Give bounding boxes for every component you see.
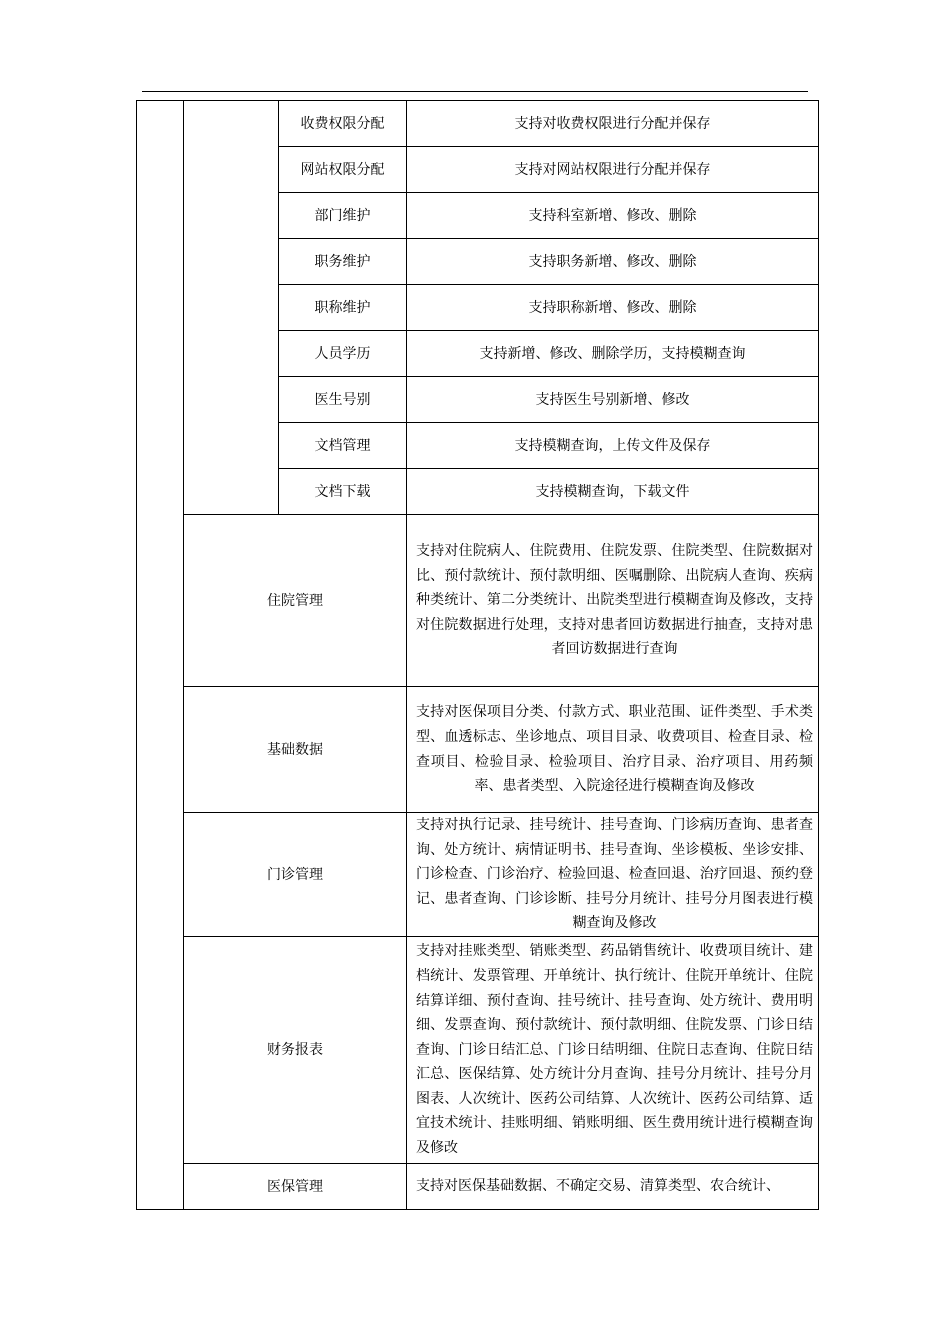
sub-function-name: 网站权限分配	[279, 147, 407, 193]
blank-cell-level2	[184, 101, 279, 515]
sub-function-name: 收费权限分配	[279, 101, 407, 147]
function-spec-table	[136, 100, 819, 1210]
sub-function-name: 部门维护	[279, 193, 407, 239]
table-row	[137, 687, 819, 813]
header-rule	[142, 91, 808, 92]
module-desc: 支持对执行记录、挂号统计、挂号查询、门诊病历查询、患者查询、处方统计、病情证明书、挂号查询、坐诊模板、坐诊安排、门诊检查、门诊治疗、检验回退、检查回退、治疗回退、预约登记、患者查询、门诊诊断、挂号分月统计、挂号分月图表进行模糊查询及修改	[407, 813, 819, 937]
table-row	[137, 101, 819, 147]
sub-function-name: 职务维护	[279, 239, 407, 285]
sub-function-desc: 支持新增、修改、删除学历，支持模糊查询	[407, 331, 819, 377]
module-name: 医保管理	[184, 1164, 407, 1210]
table-row	[137, 813, 819, 937]
sub-function-name: 医生号别	[279, 377, 407, 423]
sub-function-desc: 支持模糊查询，下载文件	[407, 469, 819, 515]
sub-function-desc: 支持模糊查询，上传文件及保存	[407, 423, 819, 469]
sub-function-name: 文档下载	[279, 469, 407, 515]
module-desc: 支持对医保基础数据、不确定交易、清算类型、农合统计、	[407, 1164, 819, 1210]
table-row	[137, 515, 819, 687]
table-row	[137, 937, 819, 1164]
module-name: 住院管理	[184, 515, 407, 687]
sub-function-name: 人员学历	[279, 331, 407, 377]
sub-function-desc: 支持职称新增、修改、删除	[407, 285, 819, 331]
module-desc: 支持对医保项目分类、付款方式、职业范围、证件类型、手术类型、血透标志、坐诊地点、项目目录、收费项目、检查目录、检查项目、检验目录、检验项目、治疗目录、治疗项目、用药频率、患者类型、入院途径进行模糊查询及修改	[407, 687, 819, 813]
module-desc: 支持对住院病人、住院费用、住院发票、住院类型、住院数据对比、预付款统计、预付款明细、医嘱删除、出院病人查询、疾病种类统计、第二分类统计、出院类型进行模糊查询及修改，支持对住院数据进行处理，支持对患者回访数据进行抽查，支持对患者回访数据进行查询	[407, 515, 819, 687]
module-desc: 支持对挂账类型、销账类型、药品销售统计、收费项目统计、建档统计、发票管理、开单统计、执行统计、住院开单统计、住院结算详细、预付查询、挂号统计、挂号查询、处方统计、费用明细、发票查询、预付款统计、预付款明细、住院发票、门诊日结查询、门诊日结汇总、门诊日结明细、住院日志查询、住院日结汇总、医保结算、处方统计分月查询、挂号分月统计、挂号分月图表、人次统计、医药公司结算、人次统计、医药公司结算、适宜技术统计、挂账明细、销账明细、医生费用统计进行模糊查询及修改	[407, 937, 819, 1164]
blank-cell-level1	[137, 101, 184, 1210]
sub-function-desc: 支持科室新增、修改、删除	[407, 193, 819, 239]
sub-function-name: 文档管理	[279, 423, 407, 469]
table-row	[137, 1164, 819, 1210]
module-name: 门诊管理	[184, 813, 407, 937]
module-name: 基础数据	[184, 687, 407, 813]
sub-function-desc: 支持对收费权限进行分配并保存	[407, 101, 819, 147]
sub-function-desc: 支持职务新增、修改、删除	[407, 239, 819, 285]
sub-function-desc: 支持医生号别新增、修改	[407, 377, 819, 423]
module-name: 财务报表	[184, 937, 407, 1164]
sub-function-name: 职称维护	[279, 285, 407, 331]
sub-function-desc: 支持对网站权限进行分配并保存	[407, 147, 819, 193]
